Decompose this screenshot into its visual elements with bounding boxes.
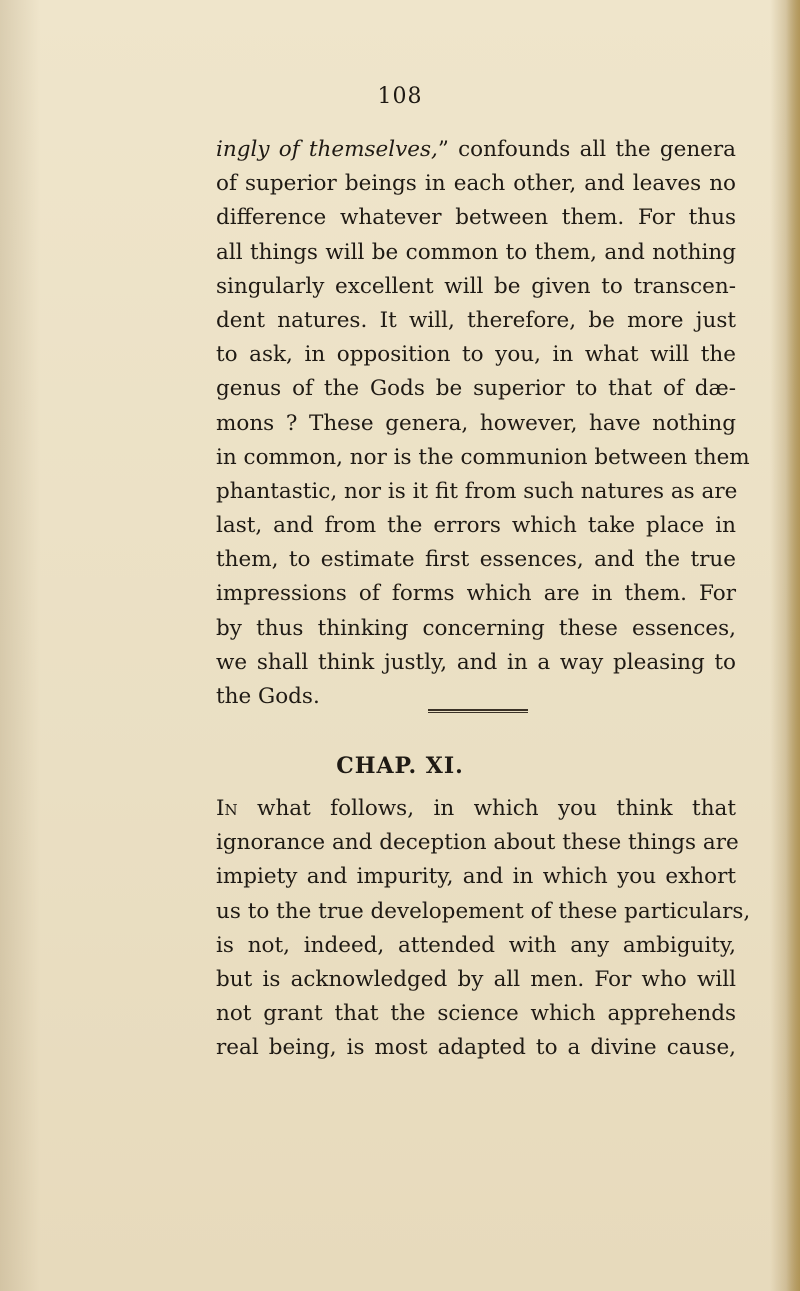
text-line: is not, indeed, attended with any ambiguity,: [216, 932, 736, 958]
lead-word: In: [216, 796, 238, 821]
text-line-rest: ” confounds all the genera: [437, 137, 736, 162]
chapter-heading: CHAP. XI.: [336, 753, 464, 779]
text-line: the Gods.: [216, 684, 320, 709]
text-line: impiety and impurity, and in which you exhort: [216, 864, 736, 890]
text-line: real being, is most adapted to a divine cause,: [216, 1035, 736, 1061]
text-line: mons ? These genera, however, have nothing: [216, 410, 736, 436]
paragraph-one: [216, 133, 750, 714]
text-line: by thus thinking concerning these essences,: [216, 615, 736, 641]
text-line: we shall think justly, and in a way pleasing to: [216, 649, 736, 675]
text-line: phantastic, nor is it fit from such natures as are: [216, 478, 738, 504]
text-line: difference whatever between them. For thus: [216, 205, 736, 231]
text-line: not grant that the science which apprehends: [216, 1001, 736, 1027]
text-line: last, and from the errors which take place in: [216, 513, 736, 539]
text-line: us to the true developement of these particulars,: [216, 898, 751, 924]
italic-phrase: ingly of themselves,: [216, 137, 438, 162]
page-number: 108: [377, 84, 423, 109]
text-line: [216, 133, 736, 167]
text-line: them, to estimate first essences, and the true: [216, 547, 736, 573]
text-line: singularly excellent will be given to transcen-: [216, 273, 736, 299]
text-line: genus of the Gods be superior to that of dæ-: [216, 376, 736, 402]
text-line: all things will be common to them, and nothing: [216, 239, 736, 265]
paragraph-two: [216, 792, 751, 1066]
text-line: but is acknowledged by all men. For who will: [216, 966, 736, 992]
text-line: to ask, in opposition to you, in what will the: [216, 342, 736, 368]
text-line: impressions of forms which are in them. For: [216, 581, 736, 607]
text-line: ignorance and deception about these things are: [216, 830, 739, 856]
text-line: in common, nor is the communion between them: [216, 444, 750, 470]
page-edge: [786, 0, 800, 1291]
section-divider: [428, 709, 528, 713]
text-line: [216, 792, 736, 826]
text-line-rest: what follows, in which you think that: [237, 796, 736, 821]
text-line: of superior beings in each other, and leaves no: [216, 171, 736, 197]
text-line: dent natures. It will, therefore, be more just: [216, 307, 736, 333]
